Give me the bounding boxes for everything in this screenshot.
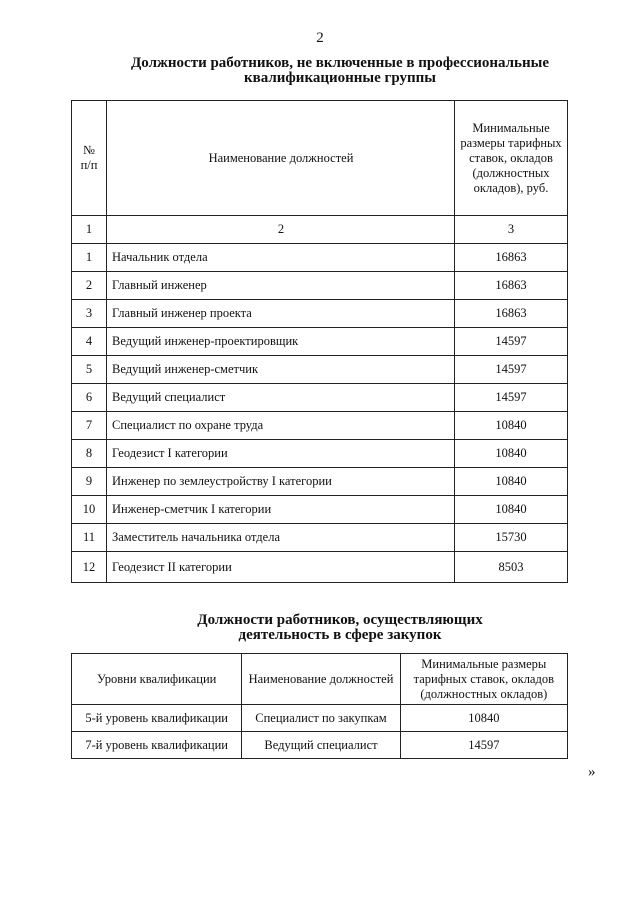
table-row bbox=[72, 468, 568, 496]
row-num: 9 bbox=[72, 468, 107, 496]
row-salary: 10840 bbox=[455, 412, 568, 440]
positions-table bbox=[71, 100, 568, 583]
row-num: 8 bbox=[72, 440, 107, 468]
row-salary: 16863 bbox=[455, 300, 568, 328]
row-position: Инженер по землеустройству I категории bbox=[107, 468, 455, 496]
header-num-line2: п/п bbox=[80, 158, 98, 172]
section1-title bbox=[90, 56, 590, 86]
row-position: Специалист по охране труда bbox=[107, 412, 455, 440]
row-salary: 10840 bbox=[400, 705, 567, 732]
closing-quote-mark: » bbox=[588, 764, 596, 780]
row-salary: 15730 bbox=[455, 524, 568, 552]
row-num: 1 bbox=[72, 244, 107, 272]
column-number: 2 bbox=[107, 216, 455, 244]
header-name: Наименование должностей bbox=[107, 101, 455, 216]
row-level: 7-й уровень квалификации bbox=[72, 732, 242, 759]
row-position: Начальник отдела bbox=[107, 244, 455, 272]
table-row bbox=[72, 356, 568, 384]
header-salary-line2: размеры тарифных bbox=[460, 135, 562, 150]
row-num: 5 bbox=[72, 356, 107, 384]
header-salary-line5: окладов), руб. bbox=[473, 180, 549, 195]
header-num bbox=[72, 101, 107, 216]
table-row bbox=[72, 732, 568, 759]
table-row bbox=[72, 328, 568, 356]
row-position: Главный инженер bbox=[107, 272, 455, 300]
row-salary: 14597 bbox=[455, 356, 568, 384]
row-num: 2 bbox=[72, 272, 107, 300]
row-position: Геодезист II категории bbox=[107, 552, 455, 583]
header-level: Уровни квалификации bbox=[72, 654, 242, 705]
row-position: Заместитель начальника отдела bbox=[107, 524, 455, 552]
column-number: 3 bbox=[455, 216, 568, 244]
header-salary-line1: Минимальные размеры bbox=[421, 656, 547, 671]
table-row bbox=[72, 440, 568, 468]
table-row bbox=[72, 705, 568, 732]
row-level: 5-й уровень квалификации bbox=[72, 705, 242, 732]
row-salary: 14597 bbox=[455, 384, 568, 412]
row-num: 4 bbox=[72, 328, 107, 356]
table-header-row bbox=[72, 654, 568, 705]
header-salary bbox=[400, 654, 567, 705]
section1-title-line2: квалификационные группы bbox=[243, 70, 436, 86]
table-row bbox=[72, 272, 568, 300]
row-salary: 10840 bbox=[455, 440, 568, 468]
header-salary-line1: Минимальные bbox=[472, 120, 550, 135]
row-num: 11 bbox=[72, 524, 107, 552]
row-salary: 10840 bbox=[455, 468, 568, 496]
row-num: 10 bbox=[72, 496, 107, 524]
table-row bbox=[72, 300, 568, 328]
section2-title-line1: Должности работников, осуществляющих bbox=[197, 612, 483, 628]
row-position: Ведущий специалист bbox=[107, 384, 455, 412]
row-salary: 16863 bbox=[455, 244, 568, 272]
row-salary: 10840 bbox=[455, 496, 568, 524]
table-row bbox=[72, 384, 568, 412]
section2-title bbox=[140, 613, 540, 643]
column-number-row bbox=[72, 216, 568, 244]
row-salary: 14597 bbox=[455, 328, 568, 356]
row-num: 12 bbox=[72, 552, 107, 583]
row-position: Ведущий специалист bbox=[242, 732, 400, 759]
table-header-row bbox=[72, 101, 568, 216]
header-salary bbox=[455, 101, 568, 216]
row-num: 6 bbox=[72, 384, 107, 412]
page-number: 2 bbox=[316, 30, 324, 46]
table-row bbox=[72, 524, 568, 552]
procurement-positions-table bbox=[71, 653, 568, 759]
row-position: Главный инженер проекта bbox=[107, 300, 455, 328]
header-salary-line4: (должностных bbox=[472, 165, 550, 180]
column-number: 1 bbox=[72, 216, 107, 244]
row-position: Инженер-сметчик I категории bbox=[107, 496, 455, 524]
row-salary: 8503 bbox=[455, 552, 568, 583]
table-row bbox=[72, 412, 568, 440]
row-position: Геодезист I категории bbox=[107, 440, 455, 468]
row-salary: 16863 bbox=[455, 272, 568, 300]
table-row bbox=[72, 552, 568, 583]
header-num-line1: № bbox=[83, 143, 95, 157]
row-num: 7 bbox=[72, 412, 107, 440]
table-row bbox=[72, 244, 568, 272]
header-salary-line3: ставок, окладов bbox=[469, 150, 553, 165]
header-salary-line2: тарифных ставок, окладов bbox=[413, 671, 554, 686]
table-row bbox=[72, 496, 568, 524]
row-position: Специалист по закупкам bbox=[242, 705, 400, 732]
row-num: 3 bbox=[72, 300, 107, 328]
section2-title-line2: деятельность в сфере закупок bbox=[238, 627, 442, 643]
row-position: Ведущий инженер-проектировщик bbox=[107, 328, 455, 356]
row-position: Ведущий инженер-сметчик bbox=[107, 356, 455, 384]
row-salary: 14597 bbox=[400, 732, 567, 759]
section1-title-line1: Должности работников, не включенные в профессиональные bbox=[130, 55, 549, 71]
header-name: Наименование должностей bbox=[242, 654, 400, 705]
header-salary-line3: (должностных окладов) bbox=[420, 686, 548, 701]
